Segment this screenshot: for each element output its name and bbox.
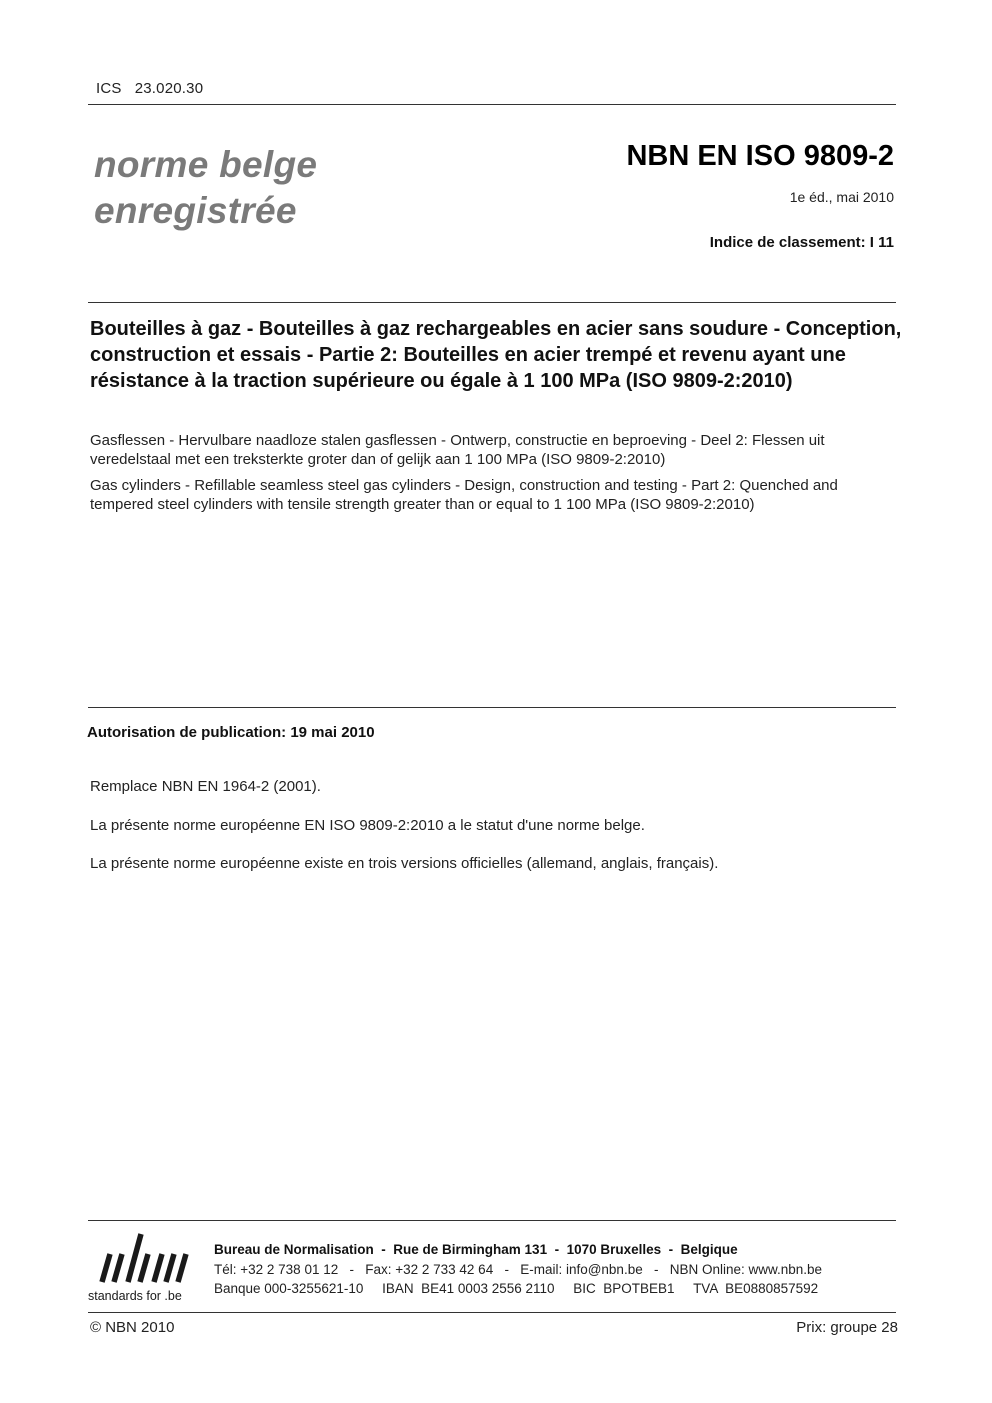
copyright: © NBN 2010 bbox=[90, 1319, 175, 1336]
versions-note: La présente norme européenne existe en trois versions officielles (allemand, anglais, français). bbox=[90, 855, 719, 872]
title-english: Gas cylinders - Refillable seamless steel gas cylinders - Design, construction and testing - Part 2: Quenched and tempered steel cylinders with tensile strength greater than or equal to 1 100 MPa (ISO 9809-2:2010) bbox=[90, 477, 838, 513]
brand-line-2: enregistrée bbox=[94, 190, 297, 231]
footer-address: Bureau de Normalisation - Rue de Birmingham 131 - 1070 Bruxelles - Belgique bbox=[214, 1242, 738, 1257]
footer-bank-line: Banque 000-3255621-10 IBAN BE41 0003 2556 2110 BIC BPOTBEB1 TVA BE0880857592 bbox=[214, 1281, 819, 1296]
brand-title bbox=[94, 142, 317, 234]
ics-code: ICS 23.020.30 bbox=[96, 80, 204, 97]
nbn-logo-mark-icon bbox=[88, 1230, 200, 1304]
title-top-rule bbox=[88, 302, 896, 303]
classification-index: Indice de classement: I 11 bbox=[709, 234, 894, 251]
footer-phone-line: Tél: +32 2 738 01 12 - Fax: +32 2 733 42 64 - E-mail: info@nbn.be - NBN Online: www.nbn.be bbox=[214, 1261, 823, 1277]
bottom-rule bbox=[88, 1312, 896, 1313]
status-note: La présente norme européenne EN ISO 9809-2:2010 a le statut d'une norme belge. bbox=[90, 817, 645, 834]
price-group: Prix: groupe 28 bbox=[796, 1319, 898, 1336]
standard-number: NBN EN ISO 9809-2 bbox=[626, 140, 894, 172]
replaces-note: Remplace NBN EN 1964-2 (2001). bbox=[90, 778, 321, 795]
logo-tagline: standards for .be bbox=[88, 1289, 182, 1303]
publication-authorization: Autorisation de publication: 19 mai 2010 bbox=[87, 724, 375, 741]
title-dutch: Gasflessen - Hervulbare naadloze stalen gasflessen - Ontwerp, constructie en beproeving - Deel 2: Flessen uit veredelstaal met een treksterkte groter dan of gelijk aan 1 100 MPa (ISO 9809-2:2010) bbox=[90, 432, 825, 468]
edition-info: 1e éd., mai 2010 bbox=[789, 189, 894, 205]
publication-rule bbox=[88, 707, 896, 708]
brand-line-1: norme belge bbox=[94, 144, 318, 185]
footer-rule bbox=[88, 1220, 896, 1221]
nbn-logo bbox=[88, 1230, 200, 1304]
header-rule bbox=[88, 104, 896, 105]
footer-contact bbox=[214, 1240, 822, 1299]
title-french: Bouteilles à gaz - Bouteilles à gaz rechargeables en acier sans soudure - Conception, construction et essais - Partie 2: Bouteilles en acier trempé et revenu ayant une résistance à la traction supérieure ou égale à 1 100 MPa (ISO 9809-2:2010) bbox=[90, 318, 902, 392]
